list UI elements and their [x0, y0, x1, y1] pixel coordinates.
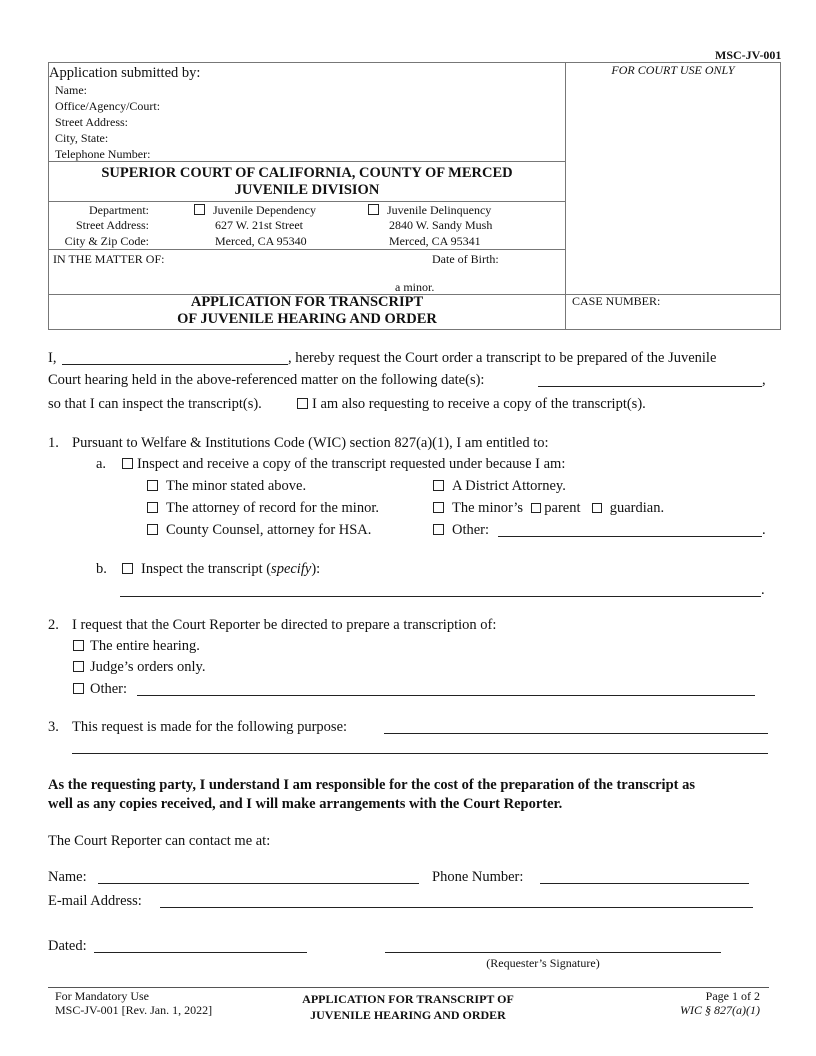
dependency-city: Merced, CA 95340 — [215, 234, 307, 248]
footer-citation: WIC § 827(a)(1) — [680, 1003, 760, 1017]
opt-attorney[interactable] — [147, 500, 379, 517]
opt-judge-orders-label: Judge’s orders only. — [90, 659, 206, 675]
copy-request-option[interactable] — [297, 396, 646, 413]
footer-rule — [48, 987, 769, 988]
contact-name-line[interactable] — [98, 883, 419, 884]
contact-phone-line[interactable] — [540, 883, 749, 884]
section1b-period: . — [761, 582, 765, 598]
section3-text: This request is made for the following purpose: — [72, 719, 348, 735]
form-title-line2: OF JUVENILE HEARING AND ORDER — [177, 311, 437, 327]
delinquency-street: 2840 W. Sandy Mush — [389, 218, 493, 232]
opt-other-1a-checkbox[interactable] — [433, 524, 444, 535]
section1b-end: ): — [311, 561, 321, 577]
opt-entire-hearing-label: The entire hearing. — [90, 638, 200, 654]
dependency-option[interactable] — [194, 203, 316, 218]
intro-line3: so that I can inspect the transcript(s). — [48, 396, 262, 412]
opt-other-1a[interactable] — [433, 522, 489, 539]
purpose-line-1[interactable] — [384, 733, 768, 734]
dated-line[interactable] — [94, 952, 307, 953]
footer-mandatory: For Mandatory Use — [55, 989, 149, 1003]
submitted-by-label: Application submitted by: — [49, 65, 201, 81]
footer-page: Page 1 of 2 — [705, 989, 760, 1003]
opt-minor[interactable] — [147, 478, 306, 495]
opt-entire-hearing-checkbox[interactable] — [73, 640, 84, 651]
purpose-line-2[interactable] — [72, 753, 768, 754]
opt-guardian-checkbox[interactable] — [592, 503, 602, 513]
copy-request-label: I am also requesting to receive a copy of the transcript(s). — [312, 396, 646, 412]
section1b-text: Inspect the transcript ( — [141, 561, 272, 577]
opt-parent-label: parent — [544, 500, 581, 516]
opt-other-2-checkbox[interactable] — [73, 683, 84, 694]
delinquency-city: Merced, CA 95341 — [389, 234, 481, 248]
section1b-line[interactable] — [120, 596, 761, 597]
opt-judge-orders-checkbox[interactable] — [73, 661, 84, 672]
section2-text: I request that the Court Reporter be directed to prepare a transcription of: — [72, 617, 497, 633]
section1b-checkbox[interactable] — [122, 563, 133, 574]
court-use-only: FOR COURT USE ONLY — [611, 63, 735, 77]
opt-guardian-label: guardian. — [609, 500, 665, 516]
name-field-label: Name: — [55, 83, 87, 97]
section1a-text: Inspect and receive a copy of the transcript requested under because I am: — [137, 456, 566, 472]
court-division: JUVENILE DIVISION — [234, 182, 380, 198]
opt-entire-hearing[interactable] — [73, 638, 200, 655]
opt-district-attorney-label: A District Attorney. — [452, 478, 566, 494]
opt-judge-orders[interactable] — [73, 659, 205, 676]
section1a-option[interactable] — [122, 456, 565, 473]
opt-parent-checkbox[interactable] — [531, 503, 541, 513]
opt-district-attorney[interactable] — [433, 478, 566, 495]
opt-attorney-checkbox[interactable] — [147, 502, 158, 513]
contact-email-label: E-mail Address: — [48, 893, 142, 909]
contact-intro: The Court Reporter can contact me at: — [48, 833, 271, 849]
opt-district-attorney-checkbox[interactable] — [433, 480, 444, 491]
opt-other-2[interactable] — [73, 681, 127, 698]
section1b-label: b. — [96, 561, 107, 577]
signature-line[interactable] — [385, 952, 721, 953]
section2-number: 2. — [48, 617, 59, 633]
opt-attorney-label: The attorney of record for the minor. — [166, 500, 379, 516]
section1a-label: a. — [96, 456, 107, 472]
case-number-label: CASE NUMBER: — [572, 294, 661, 308]
opt-minors-parent-guardian — [433, 500, 664, 517]
opt-county-counsel-checkbox[interactable] — [147, 524, 158, 535]
matter-of-label: IN THE MATTER OF: — [53, 252, 165, 266]
section3-number: 3. — [48, 719, 59, 735]
opt-other-2-label: Other: — [90, 681, 128, 697]
intro-line1: , hereby request the Court order a transcript to be prepared of the Juvenile — [288, 350, 717, 366]
dependency-checkbox[interactable] — [194, 204, 205, 215]
dependency-street: 627 W. 21st Street — [215, 218, 304, 232]
intro-line2: Court hearing held in the above-referenced matter on the following date(s): — [48, 372, 485, 388]
signature-label: (Requester’s Signature) — [486, 956, 600, 970]
opt-minors-label: The minor’s — [452, 500, 524, 516]
department-label: Department: — [89, 203, 149, 217]
delinquency-option[interactable] — [368, 203, 491, 218]
opt-minor-checkbox[interactable] — [147, 480, 158, 491]
copy-request-checkbox[interactable] — [297, 398, 308, 409]
contact-phone-label: Phone Number: — [432, 869, 524, 885]
date-of-birth-label: Date of Birth: — [432, 252, 499, 266]
contact-name-label: Name: — [48, 869, 87, 885]
opt-minors-checkbox[interactable] — [433, 502, 444, 513]
opt-county-counsel[interactable] — [147, 522, 371, 539]
requester-name-line[interactable] — [62, 364, 288, 365]
opt-other-1a-period: . — [762, 522, 766, 538]
footer-revision: MSC-JV-001 [Rev. Jan. 1, 2022] — [55, 1003, 213, 1017]
responsibility-notice-line2: well as any copies received, and I will make arrangements with the Court Reporter. — [48, 796, 563, 812]
dept-street-label: Street Address: — [76, 218, 149, 232]
telephone-field-label: Telephone Number: — [55, 147, 151, 161]
dependency-label: Juvenile Dependency — [213, 203, 316, 217]
delinquency-label: Juvenile Delinquency — [387, 203, 492, 217]
section1b-specify: specify — [271, 561, 312, 577]
delinquency-checkbox[interactable] — [368, 204, 379, 215]
opt-other-1a-line[interactable] — [498, 536, 762, 537]
contact-email-line[interactable] — [160, 907, 753, 908]
form-title-line1: APPLICATION FOR TRANSCRIPT — [190, 294, 424, 310]
street-field-label: Street Address: — [55, 115, 128, 129]
court-name: SUPERIOR COURT OF CALIFORNIA, COUNTY OF MERCED — [101, 165, 513, 181]
opt-minor-label: The minor stated above. — [166, 478, 307, 494]
section1a-checkbox[interactable] — [122, 458, 133, 469]
footer-title-line2: JUVENILE HEARING AND ORDER — [310, 1008, 506, 1022]
office-field-label: Office/Agency/Court: — [55, 99, 161, 113]
hearing-dates-line[interactable] — [538, 386, 762, 387]
form-id: MSC-JV-001 — [715, 48, 782, 62]
a-minor-label: a minor. — [395, 280, 435, 294]
responsibility-notice-line1: As the requesting party, I understand I am responsible for the cost of the preparation of the transcript as — [48, 777, 695, 793]
section1-number: 1. — [48, 435, 59, 451]
footer-title-line1: APPLICATION FOR TRANSCRIPT OF — [302, 992, 514, 1006]
city-state-field-label: City, State: — [55, 131, 109, 145]
dated-label: Dated: — [48, 938, 87, 954]
intro-comma: , — [762, 372, 766, 388]
section1b-option[interactable] — [122, 561, 320, 578]
opt-other-1a-label: Other: — [452, 522, 490, 538]
section1-text: Pursuant to Welfare & Institutions Code (WIC) section 827(a)(1), I am entitled to: — [72, 435, 549, 451]
dept-city-label: City & Zip Code: — [64, 234, 149, 248]
opt-county-counsel-label: County Counsel, attorney for HSA. — [166, 522, 372, 538]
opt-other-2-line[interactable] — [137, 695, 755, 696]
intro-i: I, — [48, 350, 57, 366]
